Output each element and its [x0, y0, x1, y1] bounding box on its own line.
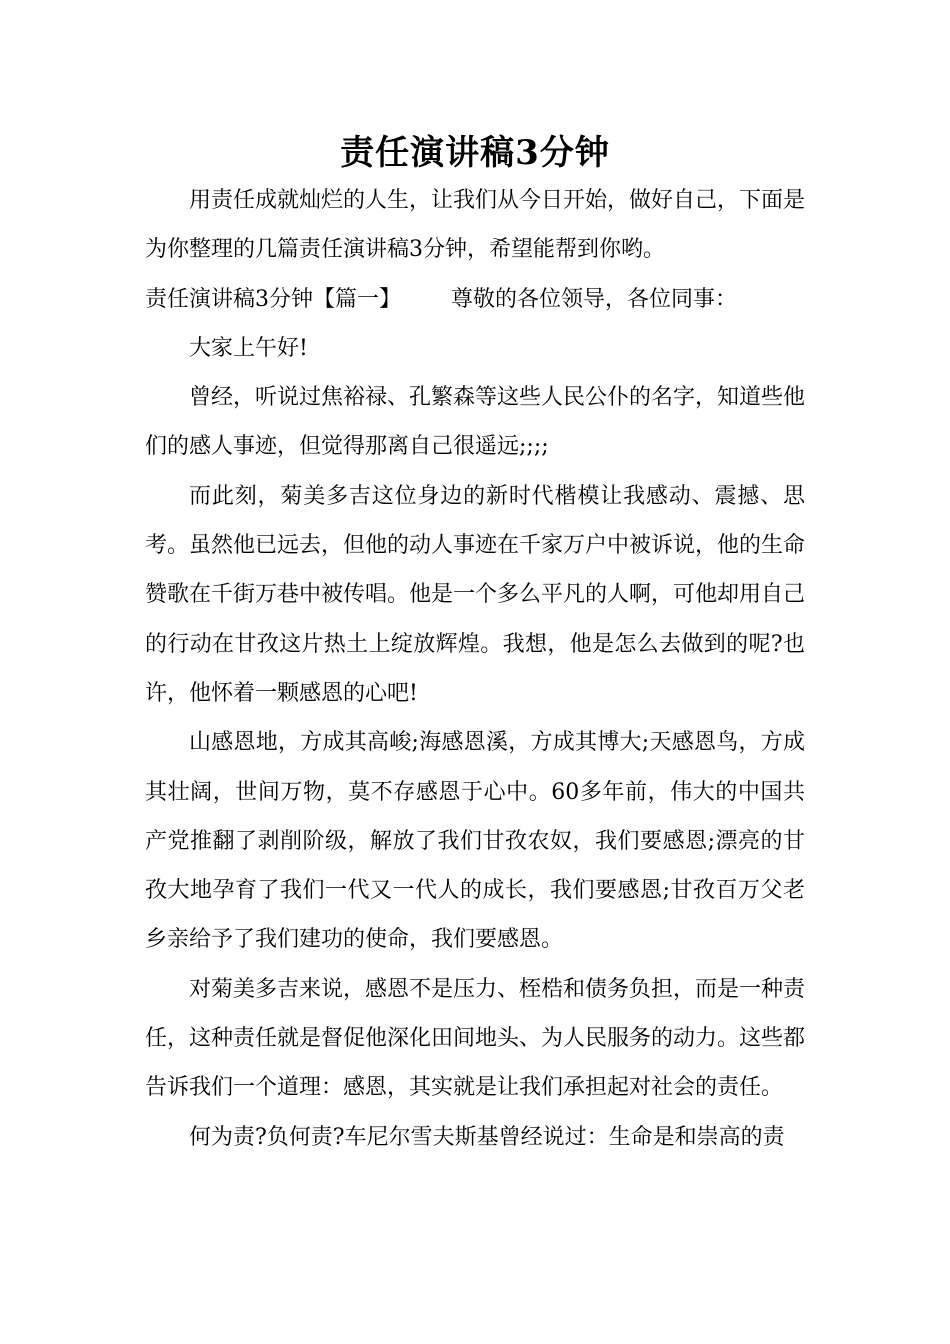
document-body [145, 176, 805, 1162]
body-paragraph: 何为责?负何责?车尼尔雪夫斯基曾经说过：生命是和崇高的责 [189, 1124, 785, 1150]
body-paragraph: 曾经，听说过焦裕禄、孔繁森等这些人民公仆的名字，知道些他们的感人事迹，但觉得那离自己很遥远;;;; [145, 385, 806, 460]
body-paragraph: 山感恩地，方成其高峻;海感恩溪，方成其博大;天感恩鸟，方成其壮阔，世间万物，莫不存感恩于心中。60多年前，伟大的中国共产党推翻了剥削阶级，解放了我们甘孜农奴，我们要感恩;漂亮的甘孜大地孕育了我们一代又一代人的成长，我们要感恩;甘孜百万父老乡亲给予了我们建功的使命，我们要感恩。 [145, 730, 805, 953]
body-paragraph: 对菊美多吉来说，感恩不是压力、桎梏和债务负担，而是一种责任，这种责任就是督促他深化田间地头、为人民服务的动力。这些都告诉我们一个道理：感恩，其实就是让我们承担起对社会的责任。 [145, 976, 806, 1101]
salutation: 尊敬的各位领导，各位同事： [451, 286, 738, 312]
section-heading-line [145, 275, 805, 324]
body-paragraph: 大家上午好! [189, 335, 308, 361]
document-title: 责任演讲稿3分钟 [340, 133, 610, 173]
body-paragraph: 而此刻，菊美多吉这位身边的新时代楷模让我感动、震撼、思考。虽然他已远去，但他的动人事迹在千家万户中被诉说，他的生命赞歌在千街万巷中被传唱。他是一个多么平凡的人啊，可他却用自己的行动在甘孜这片热土上绽放辉煌。我想，他是怎么去做到的呢?也许，他怀着一颗感恩的心吧! [145, 483, 806, 706]
section-heading: 责任演讲稿3分钟【篇一】 [145, 286, 401, 312]
intro-paragraph: 用责任成就灿烂的人生，让我们从今日开始，做好自己，下面是为你整理的几篇责任演讲稿3分钟，希望能帮到你哟。 [145, 188, 806, 263]
